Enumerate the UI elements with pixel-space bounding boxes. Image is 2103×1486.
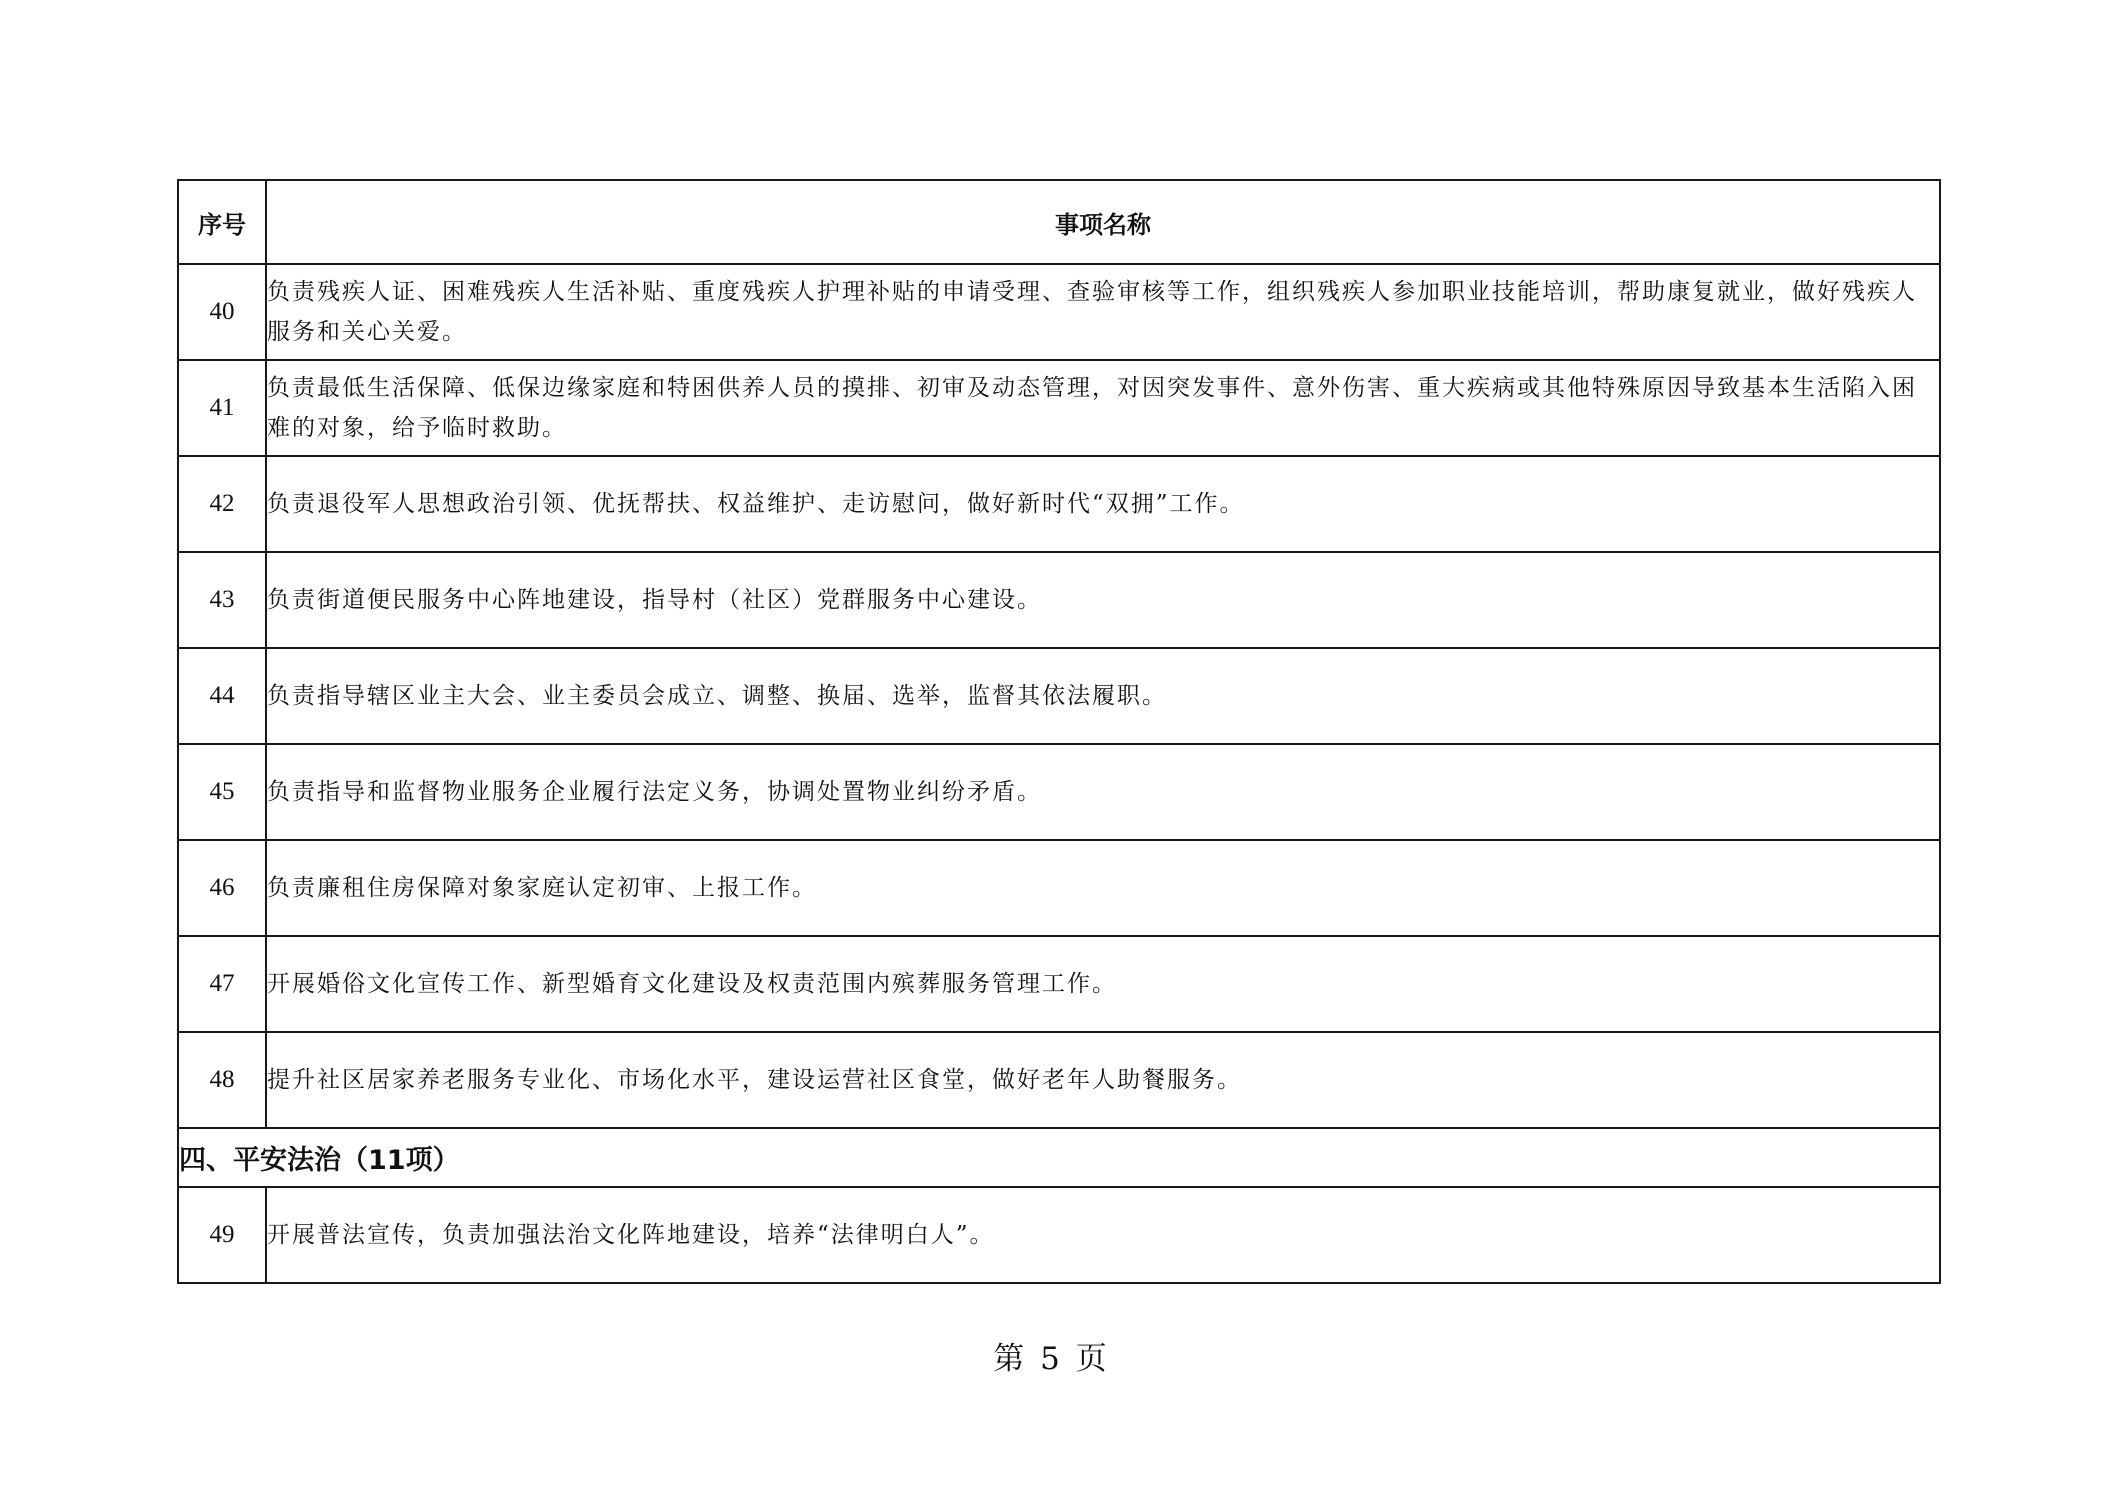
table-row (178, 1187, 1940, 1283)
row-name: 开展婚俗文化宣传工作、新型婚育文化建设及权责范围内殡葬服务管理工作。 (266, 936, 1940, 1032)
row-number: 43 (178, 552, 266, 648)
row-name: 负责最低生活保障、低保边缘家庭和特困供养人员的摸排、初审及动态管理，对因突发事件、意外伤害、重大疾病或其他特殊原因导致基本生活陷入困难的对象，给予临时救助。 (266, 360, 1940, 456)
table-row (178, 1032, 1940, 1128)
table-row (178, 936, 1940, 1032)
table-row (178, 744, 1940, 840)
table-row (178, 552, 1940, 648)
table-row (178, 648, 1940, 744)
row-number: 45 (178, 744, 266, 840)
row-number: 44 (178, 648, 266, 744)
page-number: 第 5 页 (993, 1341, 1110, 1377)
row-name: 开展普法宣传，负责加强法治文化阵地建设，培养“法律明白人”。 (266, 1187, 1940, 1283)
row-number: 48 (178, 1032, 266, 1128)
section-heading: 四、平安法治（11项） (178, 1128, 1940, 1187)
table-row (178, 456, 1940, 552)
header-number: 序号 (178, 180, 266, 264)
row-number: 46 (178, 840, 266, 936)
table-header-row (178, 180, 1940, 264)
table-row (178, 360, 1940, 456)
row-number: 49 (178, 1187, 266, 1283)
row-name: 负责指导和监督物业服务企业履行法定义务，协调处置物业纠纷矛盾。 (266, 744, 1940, 840)
row-name: 负责指导辖区业主大会、业主委员会成立、调整、换届、选举，监督其依法履职。 (266, 648, 1940, 744)
row-number: 47 (178, 936, 266, 1032)
row-number: 41 (178, 360, 266, 456)
row-name: 负责残疾人证、困难残疾人生活补贴、重度残疾人护理补贴的申请受理、查验审核等工作，组织残疾人参加职业技能培训，帮助康复就业，做好残疾人服务和关心关爱。 (266, 264, 1940, 360)
row-number: 40 (178, 264, 266, 360)
row-name: 负责廉租住房保障对象家庭认定初审、上报工作。 (266, 840, 1940, 936)
row-name: 负责退役军人思想政治引领、优抚帮扶、权益维护、走访慰问，做好新时代“双拥”工作。 (266, 456, 1940, 552)
row-number: 42 (178, 456, 266, 552)
row-name: 负责街道便民服务中心阵地建设，指导村（社区）党群服务中心建设。 (266, 552, 1940, 648)
row-name: 提升社区居家养老服务专业化、市场化水平，建设运营社区食堂，做好老年人助餐服务。 (266, 1032, 1940, 1128)
table-row (178, 264, 1940, 360)
items-table (177, 179, 1941, 1284)
header-name: 事项名称 (266, 180, 1940, 264)
table-row (178, 840, 1940, 936)
section-heading-row (178, 1128, 1940, 1187)
